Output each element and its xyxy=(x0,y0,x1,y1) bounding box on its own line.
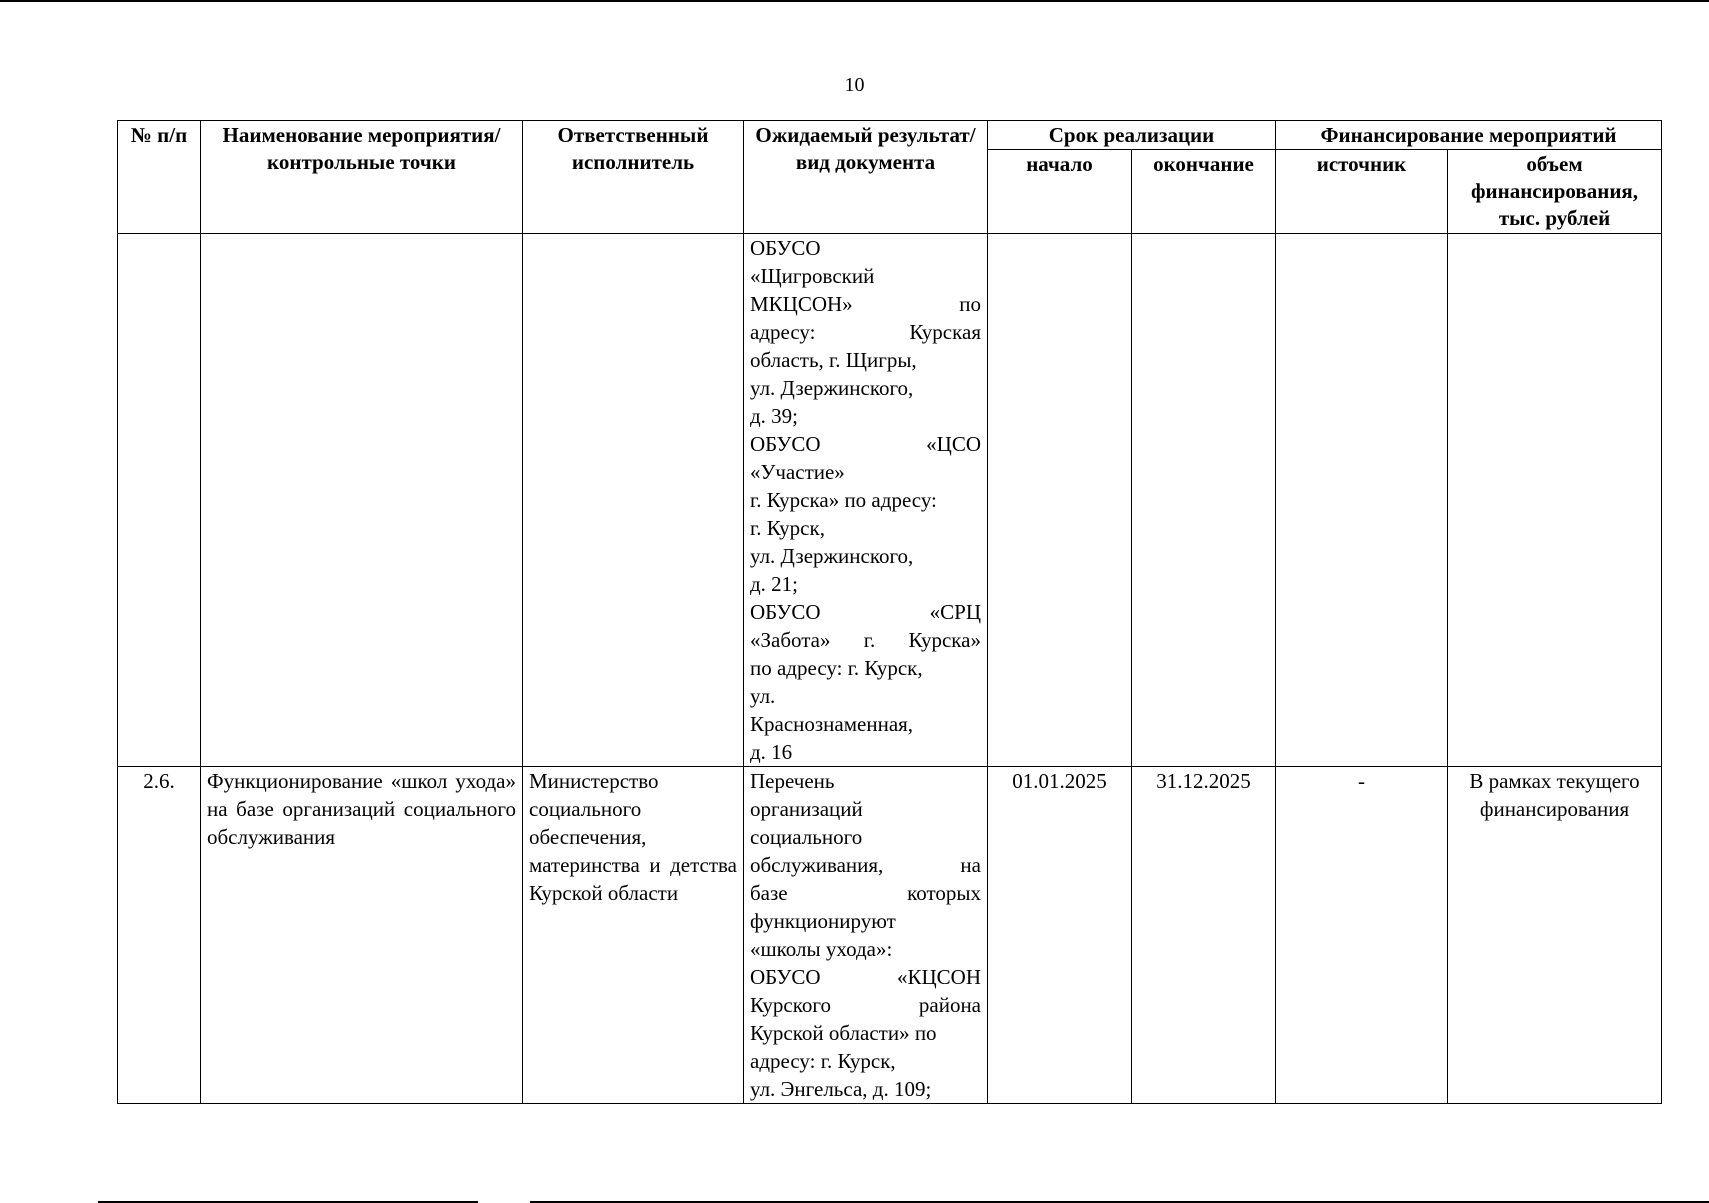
result-line: д. 16 xyxy=(750,740,793,764)
result-line: МКЦСОН» по xyxy=(750,292,981,316)
result-line: Краснознаменная, xyxy=(750,712,914,736)
result-line: д. 21; xyxy=(750,572,799,596)
result-line: социального xyxy=(750,825,863,849)
header-volume: объем финансирования, тыс. рублей xyxy=(1448,150,1662,234)
cell-end-empty xyxy=(1132,234,1276,767)
result-line: ОБУСО «ЦСО xyxy=(750,432,981,456)
cell-responsible: Министерство социального обеспечения, материнства и детства Курской области xyxy=(523,767,744,1104)
result-line: г. Курска» по адресу: xyxy=(750,488,937,512)
result-line: «Забота» г. Курска» xyxy=(750,628,981,652)
result-line: обслуживания, на xyxy=(750,853,981,877)
result-line: область, г. Щигры, xyxy=(750,348,917,372)
result-line: ОБУСО xyxy=(750,236,821,260)
cell-number-empty xyxy=(118,234,201,767)
cell-start-date: 01.01.2025 xyxy=(988,767,1132,1104)
table-row-2-6 xyxy=(118,767,1662,1104)
result-line: «Щигровский xyxy=(750,264,875,288)
header-responsible: Ответственный исполнитель xyxy=(523,121,744,234)
cell-start-empty xyxy=(988,234,1132,767)
cell-name-empty xyxy=(201,234,523,767)
cell-responsible-empty xyxy=(523,234,744,767)
result-line: адресу: Курская xyxy=(750,320,981,344)
result-line: базе которых xyxy=(750,881,981,905)
result-line: ул. xyxy=(750,684,776,708)
cell-volume-empty xyxy=(1448,234,1662,767)
result-line: адресу: г. Курск, xyxy=(750,1049,896,1073)
result-line: ул. Дзержинского, xyxy=(750,544,914,568)
result-line: ОБУСО «КЦСОН xyxy=(750,965,981,989)
result-line: функционируют xyxy=(750,909,896,933)
result-line: д. 39; xyxy=(750,404,799,428)
result-line: «школы ухода»: xyxy=(750,937,893,961)
top-page-rule xyxy=(0,0,1709,2)
page-number: 10 xyxy=(844,74,865,96)
activities-table xyxy=(117,120,1662,1104)
result-line: Перечень xyxy=(750,769,835,793)
cell-expected-result-continuation xyxy=(744,234,988,767)
header-expected-result: Ожидаемый результат/вид документа xyxy=(744,121,988,234)
result-line: Курского района xyxy=(750,993,981,1017)
header-financing: Финансирование мероприятий xyxy=(1276,121,1662,150)
cell-expected-result xyxy=(744,767,988,1104)
cell-source: - xyxy=(1276,767,1448,1104)
header-end: окончание xyxy=(1132,150,1276,234)
table-row-continuation xyxy=(118,234,1662,767)
result-line: ул. Энгельса, д. 109; xyxy=(750,1077,932,1101)
result-line: по адресу: г. Курск, xyxy=(750,656,923,680)
header-activity-name: Наименование мероприятия/контрольные точки xyxy=(201,121,523,234)
header-number: № п/п xyxy=(118,121,201,234)
result-line: организаций xyxy=(750,797,863,821)
header-source: источник xyxy=(1276,150,1448,234)
cell-activity-name: Функционирование «школ ухода» на базе организаций социального обслуживания xyxy=(201,767,523,1104)
result-line: «Участие» xyxy=(750,460,845,484)
cell-financing-volume: В рамках текущего финансирования xyxy=(1448,767,1662,1104)
cell-number: 2.6. xyxy=(118,767,201,1104)
result-line: Курской области» по xyxy=(750,1021,937,1045)
result-line: г. Курск, xyxy=(750,516,825,540)
result-line: ОБУСО «СРЦ xyxy=(750,600,981,624)
cell-source-empty xyxy=(1276,234,1448,767)
result-line: ул. Дзержинского, xyxy=(750,376,914,400)
header-start: начало xyxy=(988,150,1132,234)
header-implementation-term: Срок реализации xyxy=(988,121,1276,150)
cell-end-date: 31.12.2025 xyxy=(1132,767,1276,1104)
